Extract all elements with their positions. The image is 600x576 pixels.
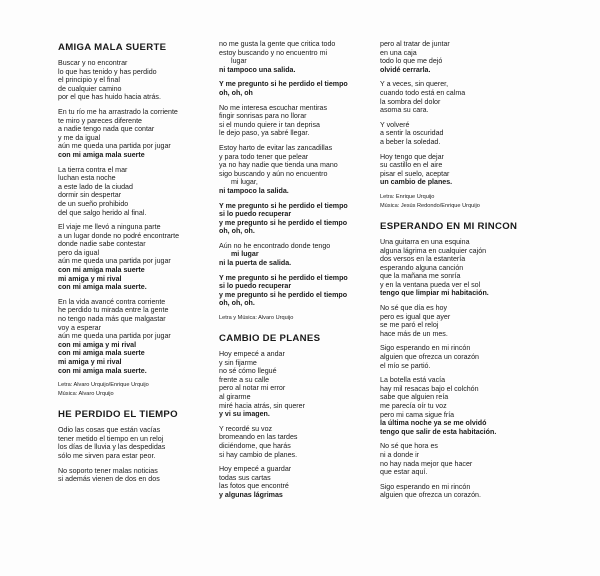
lyric-line: La botella está vacía bbox=[380, 376, 446, 385]
lyric-line: diciéndome, que harás bbox=[219, 441, 291, 450]
stanza bbox=[219, 465, 367, 499]
lyric-line: te miro y pareces diferente bbox=[58, 116, 142, 125]
lyric-line: donde nadie sabe contestar bbox=[58, 240, 146, 249]
song-title: AMIGA MALA SUERTE bbox=[58, 42, 167, 53]
stanza bbox=[219, 104, 367, 138]
lyric-line: si además vienen de dos en dos bbox=[58, 475, 160, 484]
lyric-line: Odio las cosas que están vacías bbox=[58, 426, 161, 435]
lyric-line: del que salgo herido al final. bbox=[58, 208, 147, 217]
lyric-line: Hoy empecé a andar bbox=[219, 350, 285, 359]
lyric-line: Y a veces, sin querer, bbox=[380, 80, 449, 89]
lyric-line: y me pregunto si he perdido el tiempo bbox=[219, 218, 348, 227]
lyric-line: si lo puedo recuperar bbox=[219, 210, 292, 219]
lyric-line: ni a donde ir bbox=[380, 450, 420, 459]
lyric-line: todas sus cartas bbox=[219, 473, 271, 482]
lyric-line: Y volveré bbox=[380, 120, 410, 129]
lyric-line: y me pregunto si he perdido el tiempo bbox=[219, 290, 348, 299]
lyric-line: mi amiga y mi rival bbox=[58, 274, 122, 283]
lyric-line: con mi amiga y mi rival bbox=[58, 340, 137, 349]
lyric-line: su castillo en el aire bbox=[380, 161, 443, 170]
lyric-line: a un lugar donde no podré encontrarte bbox=[58, 231, 180, 240]
stanza bbox=[58, 59, 204, 102]
lyric-line: Buscar y no encontrar bbox=[58, 59, 128, 67]
lyric-line: aún me queda una partida por jugar bbox=[58, 332, 171, 341]
stanza bbox=[58, 426, 204, 460]
lyric-line: no sé cómo llegué bbox=[219, 367, 277, 376]
lyric-line: aún me queda una partida por jugar bbox=[58, 257, 171, 266]
lyric-line: No sé que hora es bbox=[380, 442, 438, 451]
lyric-line: a este lado de la ciudad bbox=[58, 182, 133, 191]
lyric-line: por el que has huido hacia atrás. bbox=[58, 93, 161, 102]
lyric-line: pero mi cama sigue fría bbox=[380, 410, 455, 419]
lyric-line: oh, oh, oh. bbox=[219, 299, 255, 308]
lyric-line: mi lugar, bbox=[231, 178, 258, 187]
lyric-line: miré hacia atrás, sin querer bbox=[219, 401, 305, 410]
stanza bbox=[380, 442, 528, 476]
stanza bbox=[58, 298, 204, 375]
stanza bbox=[380, 80, 528, 114]
lyric-line: hay mil resacas bajo el colchón bbox=[380, 384, 479, 393]
stanza bbox=[219, 202, 367, 236]
lyric-line: se me paró el reloj bbox=[380, 321, 439, 330]
song-title: ESPERANDO EN MI RINCON bbox=[380, 220, 518, 232]
lyric-line: no tengo nada más que malgastar bbox=[58, 315, 166, 324]
lyric-line: fingir sonrisas para no llorar bbox=[219, 112, 307, 121]
credit-line: Música: Alvaro Urquijo bbox=[58, 391, 114, 398]
stanza bbox=[58, 108, 204, 160]
lyric-line: sólo me sirven para estar peor. bbox=[58, 451, 156, 460]
lyric-line: tengo que salir de esta habitación. bbox=[380, 427, 497, 436]
lyric-line: oh, oh, oh bbox=[219, 88, 253, 97]
stanza bbox=[58, 223, 204, 292]
lyric-line: tengo que limpiar mi habitación. bbox=[380, 289, 489, 298]
lyric-line: con mi amiga mala suerte. bbox=[58, 366, 147, 375]
lyric-line: y para todo tener que pelear bbox=[219, 152, 309, 161]
lyric-line: hace más de un mes. bbox=[380, 329, 448, 338]
lyric-line: pero da igual bbox=[58, 248, 100, 257]
lyric-line: pero al notar mi error bbox=[219, 384, 286, 393]
lyric-line: mi amiga y mi rival bbox=[58, 358, 122, 366]
lyric-line: No sé que día es hoy bbox=[380, 304, 448, 313]
stanza bbox=[380, 153, 528, 187]
stanza bbox=[219, 425, 367, 459]
lyric-line: estoy buscando y no encuentro mi bbox=[219, 48, 328, 57]
lyric-line: sabe que alguien reía bbox=[380, 393, 449, 402]
lyric-line: Y recordé su voz bbox=[219, 424, 273, 433]
lyric-line: Hoy empecé a guardar bbox=[219, 465, 292, 474]
lyric-line: Y me pregunto si he perdido el tiempo bbox=[219, 273, 348, 282]
lyric-line: sigo buscando y aún no encuentro bbox=[219, 169, 328, 178]
lyric-line: no hay nada mejor que hacer bbox=[380, 459, 473, 468]
stanza bbox=[380, 238, 528, 298]
lyric-line: he perdido tu mirada entre la gente bbox=[58, 306, 169, 315]
lyric-line: con mi amiga mala suerte bbox=[58, 349, 145, 358]
lyric-line: y sin fijarme bbox=[219, 358, 257, 367]
lyric-line: dos versos en la estantería bbox=[380, 255, 466, 264]
lyric-line: ni tampoco la salida. bbox=[219, 186, 289, 195]
lyric-line: le dejo paso, ya sabré llegar. bbox=[219, 129, 310, 138]
lyric-line: bromeando en las tardes bbox=[219, 433, 298, 442]
lyric-line: que estar aquí. bbox=[380, 468, 428, 477]
credits bbox=[380, 193, 528, 211]
lyric-line: Estoy harto de evitar las zancadillas bbox=[219, 143, 333, 152]
stanza bbox=[219, 274, 367, 308]
lyric-line: esperando alguna canción bbox=[380, 263, 464, 272]
lyric-line: No soporto tener malas noticias bbox=[58, 466, 158, 475]
lyric-line: Sigo esperando en mi rincón bbox=[380, 482, 471, 491]
lyric-line: los días de lluvia y las despedidas bbox=[58, 443, 166, 452]
lyric-line: En la vida avancé contra corriente bbox=[58, 297, 166, 306]
stanza bbox=[380, 121, 528, 147]
lyric-line: a beber la soledad. bbox=[380, 137, 441, 146]
column-3 bbox=[380, 40, 528, 506]
credits bbox=[58, 381, 204, 399]
stanza bbox=[380, 40, 528, 74]
credit-line: Música: Jesús Redondo/Enrique Urquijo bbox=[380, 202, 480, 209]
lyric-line: ya no hay nadie que tienda una mano bbox=[219, 161, 338, 170]
lyric-line: el principio y el final bbox=[58, 76, 120, 85]
stanza bbox=[380, 376, 528, 436]
lyric-line: dormir sin despertar bbox=[58, 191, 122, 200]
lyric-line: si el mundo quiere ir tan deprisa bbox=[219, 120, 320, 129]
stanza bbox=[219, 242, 367, 268]
lyric-line: me parecía oír tu voz bbox=[380, 402, 447, 410]
lyric-line: las fotos que encontré bbox=[219, 482, 289, 491]
lyric-line: Una guitarra en una esquina bbox=[380, 237, 470, 246]
lyric-line: de un sueño prohibido bbox=[58, 199, 129, 208]
lyric-line: luchan esta noche bbox=[58, 174, 116, 183]
stanza bbox=[58, 467, 204, 484]
lyric-line: si lo puedo recuperar bbox=[219, 282, 292, 291]
lyric-line: El viaje me llevó a ninguna parte bbox=[58, 223, 161, 232]
lyric-line: alguien que ofrezca un corazón bbox=[380, 353, 479, 362]
lyric-line: un cambio de planes. bbox=[380, 178, 453, 187]
lyric-line: Sigo esperando en mi rincón bbox=[380, 344, 471, 353]
lyric-line: al girarme bbox=[219, 393, 251, 401]
lyric-line: no me gusta la gente que critica todo bbox=[219, 40, 336, 48]
lyric-line: con mi amiga mala suerte. bbox=[58, 283, 147, 292]
lyric-line: mi lugar bbox=[231, 250, 259, 259]
credit-line: Letra: Enrique Urquijo bbox=[380, 193, 435, 200]
stanza bbox=[380, 483, 528, 500]
stanza bbox=[380, 304, 528, 338]
lyric-line: Hoy tengo que dejar bbox=[380, 152, 444, 161]
lyric-line: alguna lágrima en cualquier cajón bbox=[380, 246, 487, 255]
lyric-line: La tierra contra el mar bbox=[58, 165, 128, 174]
credit-line: Letra y Música: Alvaro Urquijo bbox=[219, 315, 294, 322]
stanza bbox=[219, 144, 367, 196]
lyric-line: y algunas lágrimas bbox=[219, 490, 283, 499]
lyric-line: Y me pregunto si he perdido el tiempo bbox=[219, 80, 348, 89]
lyric-line: frente a su calle bbox=[219, 375, 270, 384]
song-title: HE PERDIDO EL TIEMPO bbox=[58, 409, 178, 421]
lyric-line: la última noche ya se me olvidó bbox=[380, 419, 487, 428]
lyric-line: a nadie tengo nada que contar bbox=[58, 125, 155, 134]
song-title: CAMBIO DE PLANES bbox=[219, 333, 321, 345]
lyric-line: y en la ventana pueda ver el sol bbox=[380, 280, 481, 289]
lyric-line: y me da igual bbox=[58, 133, 101, 142]
lyric-line: de cualquier camino bbox=[58, 84, 122, 93]
lyric-line: la sombra del dolor bbox=[380, 97, 441, 106]
lyric-line: lugar bbox=[231, 57, 247, 66]
lyric-line: En tu río me ha arrastrado la corriente bbox=[58, 107, 178, 116]
lyric-line: ni tampoco una salida. bbox=[219, 65, 296, 74]
lyric-line: tener metido el tiempo en un reloj bbox=[58, 434, 164, 443]
lyric-line: pero al tratar de juntar bbox=[380, 40, 450, 48]
lyric-line: si hay cambio de planes. bbox=[219, 450, 298, 459]
lyric-line: ni la puerta de salida. bbox=[219, 259, 292, 268]
stanza bbox=[380, 344, 528, 370]
lyric-line: pero es igual que ayer bbox=[380, 312, 451, 321]
lyric-line: olvidé cerrarla. bbox=[380, 65, 431, 74]
lyric-line: a sentir la oscuridad bbox=[380, 129, 444, 138]
lyric-line: aún me queda una partida por jugar bbox=[58, 142, 171, 151]
stanza bbox=[219, 40, 367, 74]
lyric-line: oh, oh, oh. bbox=[219, 227, 255, 236]
column-1 bbox=[58, 42, 204, 490]
lyric-line: No me interesa escuchar mentiras bbox=[219, 103, 328, 112]
lyric-line: alguien que ofrezca un corazón. bbox=[380, 491, 481, 500]
lyric-line: en una caja bbox=[380, 48, 417, 57]
lyric-line: con mi amiga mala suerte bbox=[58, 266, 145, 275]
credit-line: Letra: Alvaro Urquijo/Enrique Urquijo bbox=[58, 382, 149, 389]
column-2 bbox=[219, 40, 367, 506]
lyric-line: pisar el suelo, aceptar bbox=[380, 169, 450, 178]
credits bbox=[219, 314, 367, 323]
stanza bbox=[219, 80, 367, 97]
stanza bbox=[58, 166, 204, 218]
lyric-line: que la mañana me sonría bbox=[380, 272, 461, 281]
lyric-line: todo lo que me dejó bbox=[380, 57, 443, 66]
lyric-line: asoma su cara. bbox=[380, 106, 429, 115]
lyric-line: y vi su imagen. bbox=[219, 410, 270, 419]
lyric-line: cuando todo está en calma bbox=[380, 88, 466, 97]
lyric-line: Aún no he encontrado donde tengo bbox=[219, 241, 331, 250]
lyric-line: el mío se partió. bbox=[380, 361, 431, 370]
lyric-line: Y me pregunto si he perdido el tiempo bbox=[219, 201, 348, 210]
stanza bbox=[219, 350, 367, 419]
lyric-line: con mi amiga mala suerte bbox=[58, 150, 145, 159]
lyric-line: lo que has tenido y has perdido bbox=[58, 67, 157, 76]
lyric-line: voy a esperar bbox=[58, 323, 101, 332]
